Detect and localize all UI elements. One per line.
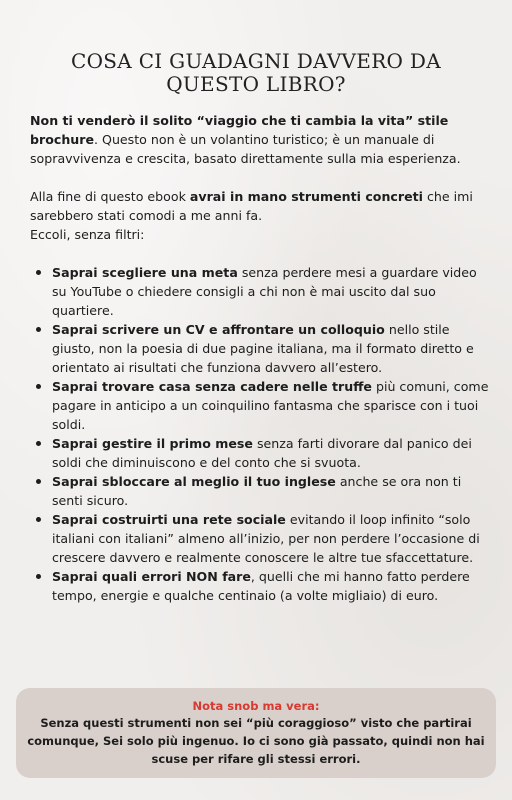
list-item [30, 263, 492, 320]
list-item-bold: Saprai sbloccare al meglio il tuo inglese [52, 474, 336, 489]
page-title: COSA CI GUADAGNI DAVVERO DA QUESTO LIBRO? [71, 49, 441, 96]
list-item-text: più comuni, come pagare in anticipo a un coinquilino fantasma che sparisce con i tuoi soldi. [52, 379, 489, 432]
list-item-bold: Saprai trovare casa senza cadere nelle truffe [52, 379, 372, 394]
list-item-text: , quelli che mi hanno fatto perdere tempo, energie e qualche centinaio (a volte migliaio) di euro. [52, 569, 470, 603]
intro-text: Alla fine di questo ebook [30, 189, 190, 204]
list-item-text: nello stile giusto, non la poesia di due pagine italiana, ma il formato diretto e orientato ai risultati che funziona davvero all’estero. [52, 322, 474, 375]
list-item-bold: Saprai costruirti una rete sociale [52, 512, 286, 527]
intro-bold-statement: avrai in mano strumenti concreti [189, 189, 423, 204]
main-content [30, 111, 492, 605]
list-item-bold: Saprai scegliere una meta [52, 265, 238, 280]
intro-bold-statement: Non ti venderò il solito “viaggio che ti cambia la vita” stile brochure [30, 113, 449, 147]
list-item-text: senza perdere mesi a guardare video su YouTube o chiedere consigli a chi non è mai uscito dal suo quartiere. [52, 265, 477, 318]
note-box [16, 688, 496, 778]
list-item-text: anche se ora non ti senti sicuro. [52, 474, 462, 508]
list-item-bold: Saprai quali errori NON fare [52, 569, 251, 584]
intro-paragraph-1 [30, 111, 492, 168]
note-title: Nota snob ma vera: [192, 699, 320, 713]
intro-text: . Questo non è un volantino turistico; è un manuale di sopravvivenza e crescita, basato direttamente sulla mia esperienza. [30, 132, 461, 166]
list-item [30, 434, 492, 472]
list-item [30, 472, 492, 510]
list-item-bold: Saprai gestire il primo mese [52, 436, 253, 451]
intro-paragraph-3: Eccoli, senza filtri: [30, 227, 145, 242]
list-item [30, 377, 492, 434]
list-item-text: evitando il loop infinito “solo italiani con italiani” almeno all’inizio, per non perdere l’occasione di crescere davvero e realmente conoscere le altre tue sfaccettature. [52, 512, 480, 565]
intro-paragraph-2 [30, 187, 492, 225]
note-body: Senza questi strumenti non sei “più coraggioso” visto che partirai comunque, Sei solo più ingenuo. Io ci sono già passato, quindi non hai scuse per rifare gli stessi errori. [27, 716, 485, 766]
list-item [30, 510, 492, 567]
list-item-text: senza farti divorare dal panico dei soldi che diminuiscono e del conto che si svuota. [52, 436, 472, 470]
benefits-list [30, 263, 492, 605]
list-item-bold: Saprai scrivere un CV e affrontare un colloquio [52, 322, 385, 337]
intro-text: che imi sarebbero stati comodi a me anni fa. [30, 189, 473, 223]
list-item [30, 320, 492, 377]
list-item [30, 567, 492, 605]
